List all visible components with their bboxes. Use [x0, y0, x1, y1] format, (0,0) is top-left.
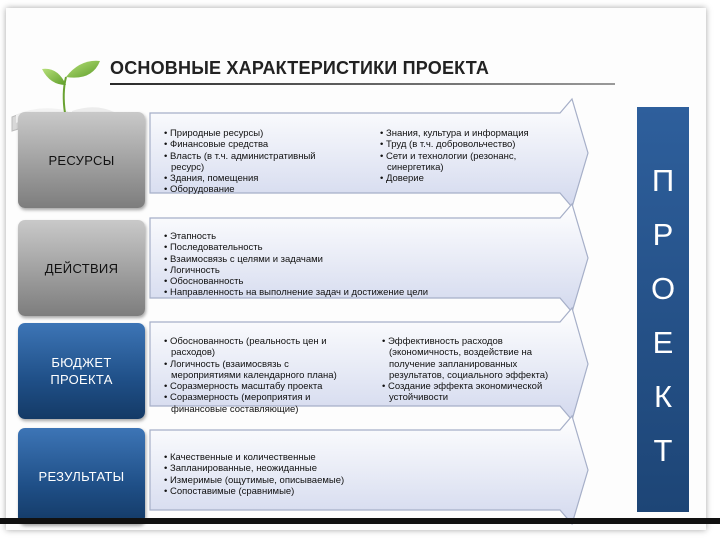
- vertical-letter: П: [651, 163, 675, 198]
- list-item: • Этапность: [164, 231, 544, 242]
- list-item: • Сети и технологии (резонанс, синергетика): [380, 151, 570, 174]
- list-item: • Природные ресурсы): [164, 128, 374, 139]
- label-actions: [18, 220, 145, 316]
- label-budget: [18, 323, 145, 419]
- list-item: • Измеримые (ощутимые, описываемые): [164, 475, 464, 486]
- vertical-letter: Е: [652, 325, 674, 360]
- label-results-text: РЕЗУЛЬТАТЫ: [38, 468, 125, 484]
- list-item: • Последовательность: [164, 242, 544, 253]
- list-item: • Создание эффекта экономической устойчивости: [382, 381, 582, 404]
- vertical-letter: Р: [652, 217, 674, 252]
- list-item: • Власть (в т.ч. административный ресурс): [164, 151, 374, 174]
- list-item: • Оборудование: [164, 184, 374, 195]
- label-budget-text: БЮДЖЕТ ПРОЕКТА: [50, 355, 113, 387]
- list-item: • Логичность (взаимосвязь с мероприятиями календарного плана): [164, 359, 374, 382]
- list-item: • Соразмерность (мероприятия и финансовые составляющие): [164, 392, 374, 415]
- list-item: • Финансовые средства: [164, 139, 374, 150]
- list-item: • Взаимосвязь с целями и задачами: [164, 254, 544, 265]
- budget-left-list: [164, 336, 374, 415]
- label-resources-text: РЕСУРСЫ: [48, 152, 115, 168]
- list-item: • Здания, помещения: [164, 173, 374, 184]
- list-item: • Соразмерность масштабу проекта: [164, 381, 374, 392]
- list-item: • Качественные и количественные: [164, 452, 464, 463]
- vertical-letter: О: [650, 271, 676, 306]
- list-item: • Направленность на выполнение задач и достижение цели: [164, 287, 544, 298]
- vertical-letter: Т: [653, 433, 673, 468]
- list-item: • Обоснованность: [164, 276, 544, 287]
- page-title: ОСНОВНЫЕ ХАРАКТЕРИСТИКИ ПРОЕКТА: [110, 58, 490, 78]
- list-item: • Знания, культура и информация: [380, 128, 570, 139]
- list-item: • Запланированные, неожиданные: [164, 463, 464, 474]
- list-item: • Сопоставимые (сравнимые): [164, 486, 464, 497]
- label-resources: [18, 112, 145, 208]
- actions-list: [164, 231, 544, 299]
- results-list: [164, 452, 464, 497]
- label-actions-text: ДЕЙСТВИЯ: [44, 260, 119, 276]
- vertical-letter: К: [653, 379, 673, 414]
- label-results: [18, 428, 145, 524]
- list-item: • Обоснованность (реальность цен и расходов): [164, 336, 374, 359]
- budget-right-list: [382, 336, 582, 404]
- vertical-word-panel: [637, 107, 689, 512]
- list-item: • Логичность: [164, 265, 544, 276]
- list-item: • Доверие: [380, 173, 570, 184]
- resources-left-list: [164, 128, 374, 196]
- list-item: • Труд (в т.ч. добровольчество): [380, 139, 570, 150]
- list-item: • Эффективность расходов (экономичность, воздействие на получение запланированных результатов, социального эффекта): [382, 336, 582, 381]
- resources-right-list: [380, 128, 570, 184]
- bottom-bar: [0, 518, 720, 524]
